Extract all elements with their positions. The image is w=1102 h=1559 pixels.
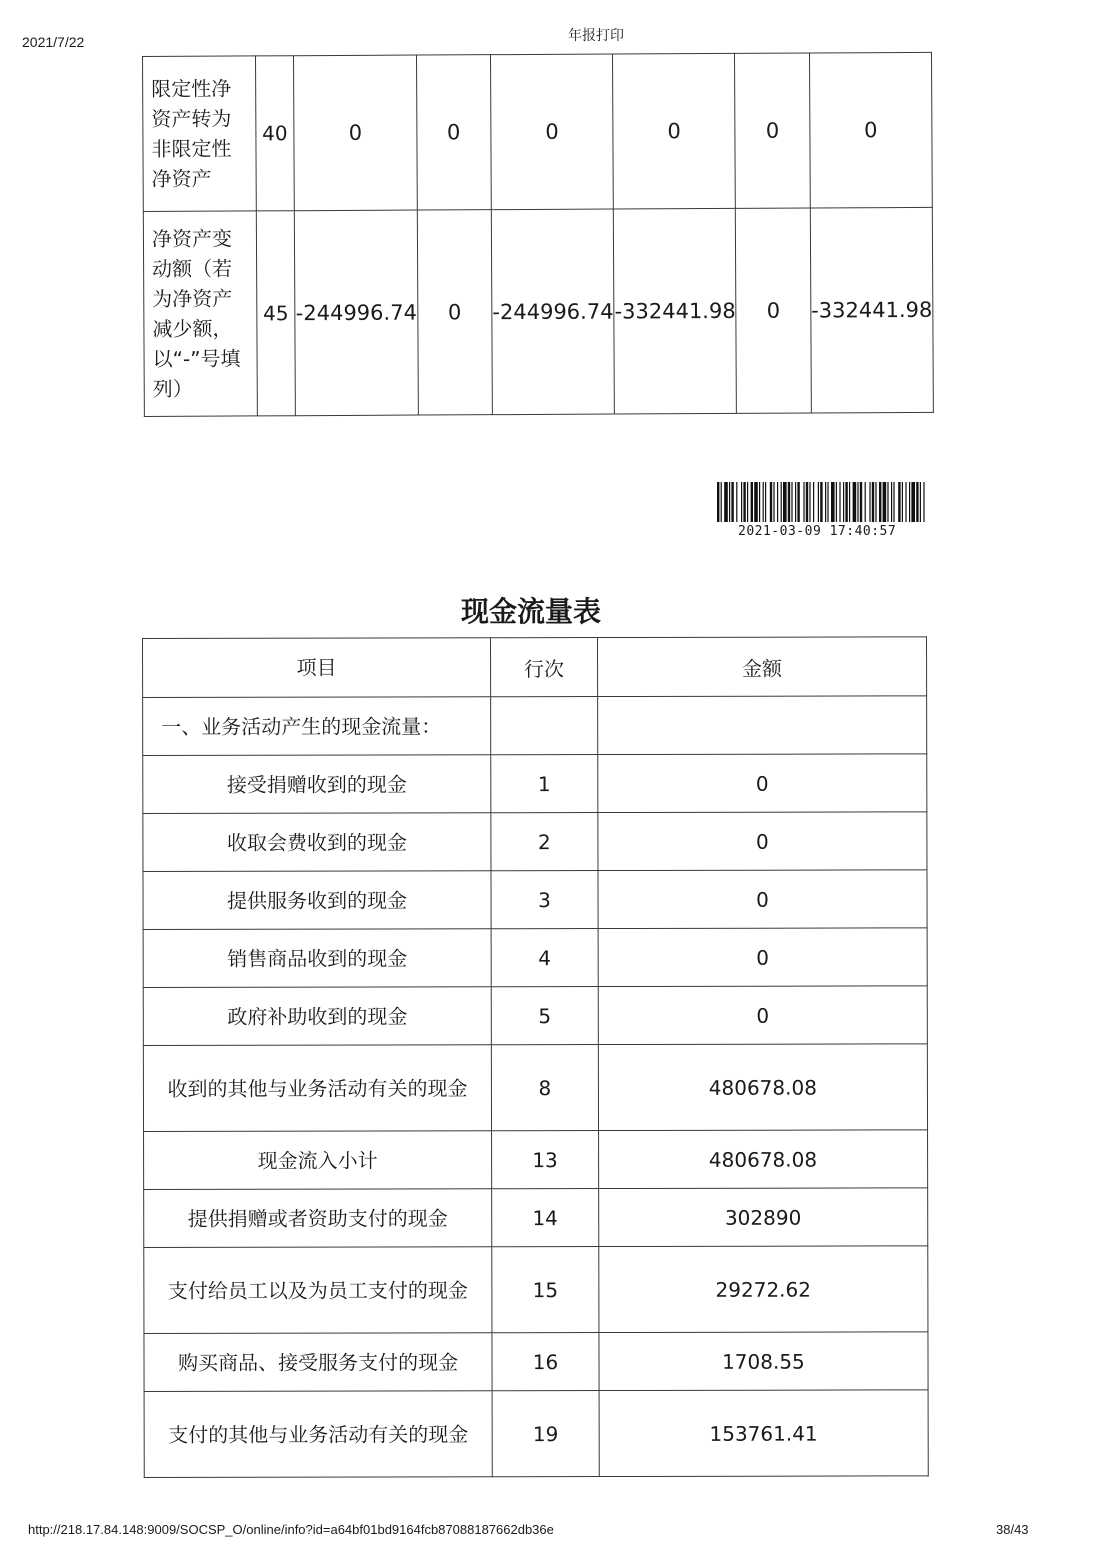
line-cell: 4 xyxy=(491,929,598,987)
item-cell: 收到的其他与业务活动有关的现金 xyxy=(143,1045,491,1132)
value-cell: 0 xyxy=(417,210,493,415)
print-header-title: 年报打印 xyxy=(568,28,624,44)
row-label: 净资产变动额（若为净资产减少额，以“-”号填列） xyxy=(143,211,257,417)
amount-cell: 0 xyxy=(598,754,927,813)
line-cell: 3 xyxy=(491,871,598,929)
barcode-timestamp: 2021-03-09 17:40:57 xyxy=(738,524,897,539)
empty-cell xyxy=(597,696,926,755)
item-cell: 接受捐赠收到的现金 xyxy=(143,755,491,814)
empty-cell xyxy=(491,697,598,755)
footer-url: http://218.17.84.148:9009/SOCSP_O/online/info?id=a64bf01bd9164fcb87088187662db36e xyxy=(28,1522,554,1537)
amount-cell: 0 xyxy=(598,870,927,929)
amount-cell: 0 xyxy=(598,986,927,1045)
line-cell: 8 xyxy=(491,1045,598,1131)
table-row xyxy=(143,1044,927,1132)
amount-cell: 0 xyxy=(598,928,927,987)
section-label: 一、业务活动产生的现金流量： xyxy=(143,697,491,756)
table-row xyxy=(143,928,927,988)
table-row xyxy=(143,754,927,814)
amount-cell: 480678.08 xyxy=(598,1044,927,1131)
table-row xyxy=(143,52,933,211)
table-row xyxy=(144,1332,928,1392)
value-cell: 0 xyxy=(416,55,491,210)
value-cell: -332441.98 xyxy=(810,207,933,413)
line-cell: 14 xyxy=(492,1189,599,1247)
table-row xyxy=(143,870,927,930)
header-line: 行次 xyxy=(491,638,598,697)
amount-cell: 153761.41 xyxy=(599,1390,928,1477)
item-cell: 提供捐赠或者资助支付的现金 xyxy=(144,1189,492,1248)
table-header-row xyxy=(143,637,927,698)
table-row xyxy=(143,986,927,1046)
cash-flow-table xyxy=(142,636,929,1478)
value-cell: 0 xyxy=(613,53,736,209)
header-amount: 金额 xyxy=(597,637,926,697)
amount-cell: 29272.62 xyxy=(599,1246,928,1333)
value-cell: -244996.74 xyxy=(295,210,418,416)
table-row xyxy=(143,207,933,416)
item-cell: 支付给员工以及为员工支付的现金 xyxy=(144,1247,492,1334)
header-item: 项目 xyxy=(143,638,491,698)
line-cell: 1 xyxy=(491,755,598,813)
print-date: 2021/7/22 xyxy=(22,34,85,50)
table-row xyxy=(144,1130,928,1190)
line-cell: 16 xyxy=(492,1333,599,1391)
value-cell: 0 xyxy=(294,55,417,211)
table-row xyxy=(144,1390,928,1478)
value-cell: -332441.98 xyxy=(613,208,736,414)
amount-cell: 302890 xyxy=(598,1188,927,1247)
amount-cell: 0 xyxy=(598,812,927,871)
line-cell: 15 xyxy=(492,1247,599,1333)
item-cell: 提供服务收到的现金 xyxy=(143,871,491,930)
value-cell: 0 xyxy=(809,52,932,208)
row-line-number: 45 xyxy=(256,211,296,416)
net-assets-change-table xyxy=(142,52,934,417)
table-row xyxy=(144,1246,928,1334)
item-cell: 购买商品、接受服务支付的现金 xyxy=(144,1333,492,1392)
barcode-icon xyxy=(717,482,925,522)
value-cell: 0 xyxy=(491,54,614,210)
section-row xyxy=(143,696,927,756)
item-cell: 销售商品收到的现金 xyxy=(143,929,491,988)
line-cell: 13 xyxy=(492,1131,599,1189)
value-cell: -244996.74 xyxy=(491,209,614,415)
item-cell: 收取会费收到的现金 xyxy=(143,813,491,872)
amount-cell: 1708.55 xyxy=(599,1332,928,1391)
item-cell: 支付的其他与业务活动有关的现金 xyxy=(144,1391,492,1478)
page-title: 现金流量表 xyxy=(460,595,601,628)
value-cell: 0 xyxy=(735,53,810,208)
table-row xyxy=(144,1188,928,1248)
value-cell: 0 xyxy=(736,208,812,413)
row-line-number: 40 xyxy=(255,56,295,211)
page-number: 38/43 xyxy=(996,1522,1029,1537)
row-label: 限定性净资产转为非限定性净资产 xyxy=(143,56,256,212)
item-cell: 政府补助收到的现金 xyxy=(143,987,491,1046)
item-cell: 现金流入小计 xyxy=(144,1131,492,1190)
line-cell: 2 xyxy=(491,813,598,871)
line-cell: 5 xyxy=(491,987,598,1045)
line-cell: 19 xyxy=(492,1391,599,1477)
table-row xyxy=(143,812,927,872)
amount-cell: 480678.08 xyxy=(598,1130,927,1189)
